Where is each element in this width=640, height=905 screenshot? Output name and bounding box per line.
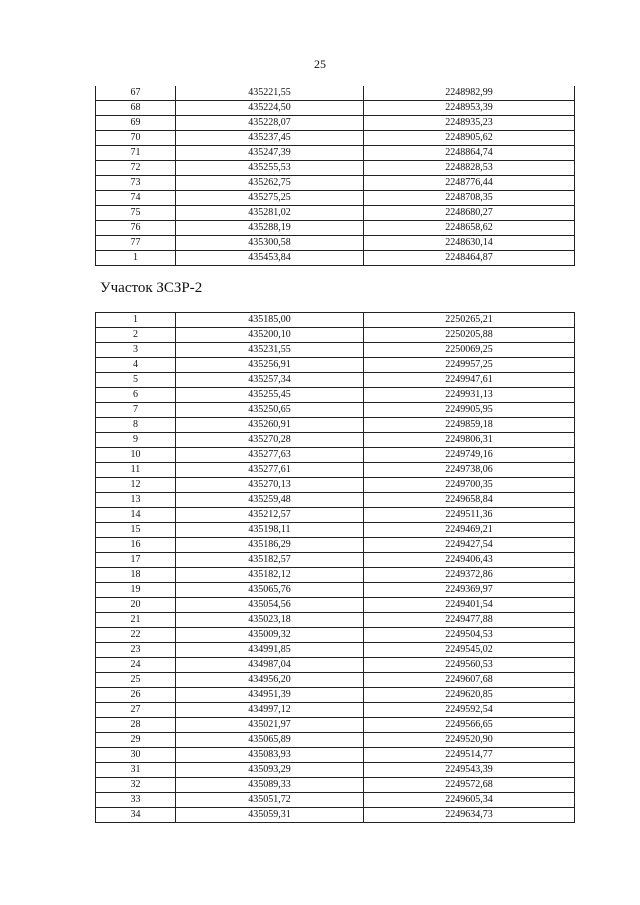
point-number-cell: 70: [96, 131, 176, 146]
x-coordinate-cell: 434951,39: [176, 688, 364, 703]
point-number-cell: 15: [96, 523, 176, 538]
y-coordinate-cell: 2249511,36: [364, 508, 575, 523]
point-number-cell: 5: [96, 373, 176, 388]
x-coordinate-cell: 435083,93: [176, 748, 364, 763]
table-row: [96, 101, 575, 116]
table-row: [96, 433, 575, 448]
y-coordinate-cell: 2248630,14: [364, 236, 575, 251]
y-coordinate-cell: 2249469,21: [364, 523, 575, 538]
y-coordinate-cell: 2249749,16: [364, 448, 575, 463]
point-number-cell: 28: [96, 718, 176, 733]
y-coordinate-cell: 2249620,85: [364, 688, 575, 703]
table-row: [96, 418, 575, 433]
x-coordinate-cell: 435231,55: [176, 343, 364, 358]
x-coordinate-cell: 435186,29: [176, 538, 364, 553]
y-coordinate-cell: 2248935,23: [364, 116, 575, 131]
point-number-cell: 16: [96, 538, 176, 553]
x-coordinate-cell: 435288,19: [176, 221, 364, 236]
y-coordinate-cell: 2249514,77: [364, 748, 575, 763]
x-coordinate-cell: 435200,10: [176, 328, 364, 343]
x-coordinate-cell: 434991,85: [176, 643, 364, 658]
point-number-cell: 10: [96, 448, 176, 463]
y-coordinate-cell: 2249545,02: [364, 643, 575, 658]
x-coordinate-cell: 434997,12: [176, 703, 364, 718]
y-coordinate-cell: 2249947,61: [364, 373, 575, 388]
y-coordinate-cell: 2249406,43: [364, 553, 575, 568]
y-coordinate-cell: 2249504,53: [364, 628, 575, 643]
x-coordinate-cell: 435259,48: [176, 493, 364, 508]
point-number-cell: 75: [96, 206, 176, 221]
x-coordinate-cell: 435224,50: [176, 101, 364, 116]
y-coordinate-cell: 2249560,53: [364, 658, 575, 673]
x-coordinate-cell: 435453,84: [176, 251, 364, 266]
y-coordinate-cell: 2249738,06: [364, 463, 575, 478]
y-coordinate-cell: 2249634,73: [364, 808, 575, 823]
point-number-cell: 18: [96, 568, 176, 583]
x-coordinate-cell: 435059,31: [176, 808, 364, 823]
table-row: [96, 251, 575, 266]
x-coordinate-cell: 435185,00: [176, 313, 364, 328]
y-coordinate-cell: 2249806,31: [364, 433, 575, 448]
x-coordinate-cell: 435065,89: [176, 733, 364, 748]
point-number-cell: 1: [96, 313, 176, 328]
x-coordinate-cell: 435277,61: [176, 463, 364, 478]
table-row: [96, 236, 575, 251]
point-number-cell: 13: [96, 493, 176, 508]
table-row: [96, 583, 575, 598]
point-number-cell: 4: [96, 358, 176, 373]
y-coordinate-cell: 2249372,86: [364, 568, 575, 583]
table-row: [96, 748, 575, 763]
y-coordinate-cell: 2248680,27: [364, 206, 575, 221]
point-number-cell: 77: [96, 236, 176, 251]
x-coordinate-cell: 435250,65: [176, 403, 364, 418]
table-body: [96, 313, 575, 823]
table-body: [96, 86, 575, 266]
table-row: [96, 161, 575, 176]
table-row: [96, 778, 575, 793]
point-number-cell: 24: [96, 658, 176, 673]
section-title: Участок ЗСЗР-2: [100, 280, 203, 296]
table-row: [96, 598, 575, 613]
y-coordinate-cell: 2249477,88: [364, 613, 575, 628]
point-number-cell: 67: [96, 86, 176, 101]
y-coordinate-cell: 2249592,54: [364, 703, 575, 718]
x-coordinate-cell: 435247,39: [176, 146, 364, 161]
point-number-cell: 71: [96, 146, 176, 161]
y-coordinate-cell: 2248708,35: [364, 191, 575, 206]
x-coordinate-cell: 435270,13: [176, 478, 364, 493]
x-coordinate-cell: 435257,34: [176, 373, 364, 388]
point-number-cell: 21: [96, 613, 176, 628]
y-coordinate-cell: 2249369,97: [364, 583, 575, 598]
x-coordinate-cell: 435198,11: [176, 523, 364, 538]
table-row: [96, 733, 575, 748]
table-row: [96, 146, 575, 161]
x-coordinate-cell: 435262,75: [176, 176, 364, 191]
table-row: [96, 703, 575, 718]
y-coordinate-cell: 2248953,39: [364, 101, 575, 116]
x-coordinate-cell: 435023,18: [176, 613, 364, 628]
table-row: [96, 538, 575, 553]
table-row: [96, 86, 575, 101]
x-coordinate-cell: 435256,91: [176, 358, 364, 373]
y-coordinate-cell: 2249859,18: [364, 418, 575, 433]
point-number-cell: 69: [96, 116, 176, 131]
y-coordinate-cell: 2248464,87: [364, 251, 575, 266]
x-coordinate-cell: 435021,97: [176, 718, 364, 733]
x-coordinate-cell: 435093,29: [176, 763, 364, 778]
table-row: [96, 191, 575, 206]
table-row: [96, 221, 575, 236]
table-row: [96, 313, 575, 328]
point-number-cell: 19: [96, 583, 176, 598]
x-coordinate-cell: 435275,25: [176, 191, 364, 206]
table-row: [96, 478, 575, 493]
point-number-cell: 31: [96, 763, 176, 778]
table-row: [96, 628, 575, 643]
x-coordinate-cell: 435277,63: [176, 448, 364, 463]
table-row: [96, 508, 575, 523]
point-number-cell: 9: [96, 433, 176, 448]
table-row: [96, 553, 575, 568]
table-row: [96, 613, 575, 628]
x-coordinate-cell: 434956,20: [176, 673, 364, 688]
y-coordinate-cell: 2248828,53: [364, 161, 575, 176]
table-row: [96, 116, 575, 131]
x-coordinate-cell: 435255,45: [176, 388, 364, 403]
table-row: [96, 448, 575, 463]
table-row: [96, 373, 575, 388]
point-number-cell: 11: [96, 463, 176, 478]
table-row: [96, 176, 575, 191]
point-number-cell: 30: [96, 748, 176, 763]
point-number-cell: 76: [96, 221, 176, 236]
x-coordinate-cell: 435051,72: [176, 793, 364, 808]
x-coordinate-cell: 435065,76: [176, 583, 364, 598]
point-number-cell: 6: [96, 388, 176, 403]
point-number-cell: 74: [96, 191, 176, 206]
table-row: [96, 493, 575, 508]
point-number-cell: 27: [96, 703, 176, 718]
y-coordinate-cell: 2249566,65: [364, 718, 575, 733]
table-row: [96, 403, 575, 418]
page-number: 25: [314, 57, 326, 71]
table-row: [96, 343, 575, 358]
y-coordinate-cell: 2249543,39: [364, 763, 575, 778]
table-row: [96, 463, 575, 478]
x-coordinate-cell: 435182,12: [176, 568, 364, 583]
point-number-cell: 33: [96, 793, 176, 808]
point-number-cell: 2: [96, 328, 176, 343]
coordinates-table-continued: [95, 86, 575, 266]
y-coordinate-cell: 2249572,68: [364, 778, 575, 793]
table-row: [96, 523, 575, 538]
table-row: [96, 328, 575, 343]
x-coordinate-cell: 435182,57: [176, 553, 364, 568]
coordinates-table-zszr-2: [95, 312, 575, 823]
x-coordinate-cell: 435270,28: [176, 433, 364, 448]
x-coordinate-cell: 435212,57: [176, 508, 364, 523]
y-coordinate-cell: 2248864,74: [364, 146, 575, 161]
y-coordinate-cell: 2250069,25: [364, 343, 575, 358]
table-row: [96, 388, 575, 403]
point-number-cell: 3: [96, 343, 176, 358]
x-coordinate-cell: 435009,32: [176, 628, 364, 643]
x-coordinate-cell: 435089,33: [176, 778, 364, 793]
point-number-cell: 34: [96, 808, 176, 823]
point-number-cell: 26: [96, 688, 176, 703]
table-row: [96, 673, 575, 688]
point-number-cell: 29: [96, 733, 176, 748]
y-coordinate-cell: 2249931,13: [364, 388, 575, 403]
y-coordinate-cell: 2249607,68: [364, 673, 575, 688]
point-number-cell: 32: [96, 778, 176, 793]
point-number-cell: 8: [96, 418, 176, 433]
point-number-cell: 17: [96, 553, 176, 568]
x-coordinate-cell: 435228,07: [176, 116, 364, 131]
table-row: [96, 688, 575, 703]
table-row: [96, 206, 575, 221]
point-number-cell: 12: [96, 478, 176, 493]
point-number-cell: 20: [96, 598, 176, 613]
point-number-cell: 73: [96, 176, 176, 191]
table-row: [96, 568, 575, 583]
table-row: [96, 358, 575, 373]
y-coordinate-cell: 2250265,21: [364, 313, 575, 328]
y-coordinate-cell: 2249700,35: [364, 478, 575, 493]
table-row: [96, 131, 575, 146]
y-coordinate-cell: 2249658,84: [364, 493, 575, 508]
table-row: [96, 658, 575, 673]
x-coordinate-cell: 435300,58: [176, 236, 364, 251]
y-coordinate-cell: 2248658,62: [364, 221, 575, 236]
y-coordinate-cell: 2249401,54: [364, 598, 575, 613]
x-coordinate-cell: 435054,56: [176, 598, 364, 613]
point-number-cell: 68: [96, 101, 176, 116]
y-coordinate-cell: 2249605,34: [364, 793, 575, 808]
x-coordinate-cell: 434987,04: [176, 658, 364, 673]
point-number-cell: 72: [96, 161, 176, 176]
point-number-cell: 1: [96, 251, 176, 266]
y-coordinate-cell: 2250205,88: [364, 328, 575, 343]
x-coordinate-cell: 435260,91: [176, 418, 364, 433]
x-coordinate-cell: 435237,45: [176, 131, 364, 146]
table-row: [96, 808, 575, 823]
point-number-cell: 25: [96, 673, 176, 688]
y-coordinate-cell: 2248905,62: [364, 131, 575, 146]
table-row: [96, 718, 575, 733]
point-number-cell: 22: [96, 628, 176, 643]
table-row: [96, 643, 575, 658]
x-coordinate-cell: 435221,55: [176, 86, 364, 101]
x-coordinate-cell: 435255,53: [176, 161, 364, 176]
y-coordinate-cell: 2248776,44: [364, 176, 575, 191]
x-coordinate-cell: 435281,02: [176, 206, 364, 221]
y-coordinate-cell: 2249957,25: [364, 358, 575, 373]
point-number-cell: 14: [96, 508, 176, 523]
point-number-cell: 7: [96, 403, 176, 418]
table-row: [96, 763, 575, 778]
y-coordinate-cell: 2249427,54: [364, 538, 575, 553]
y-coordinate-cell: 2248982,99: [364, 86, 575, 101]
y-coordinate-cell: 2249905,95: [364, 403, 575, 418]
y-coordinate-cell: 2249520,90: [364, 733, 575, 748]
point-number-cell: 23: [96, 643, 176, 658]
table-row: [96, 793, 575, 808]
